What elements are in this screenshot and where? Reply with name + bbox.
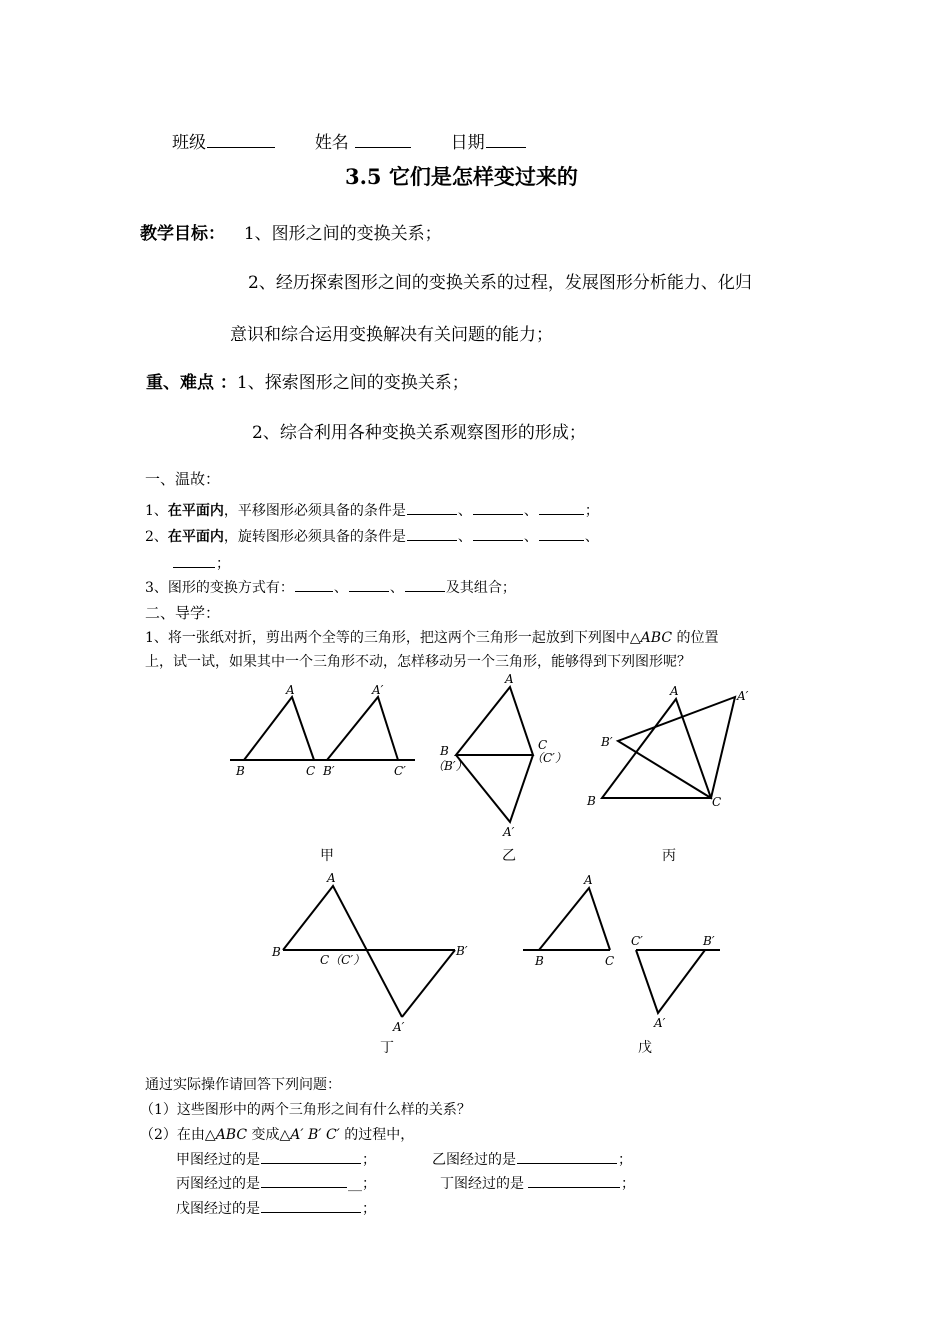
keypoint-1: 1、探索图形之间的变换关系；: [236, 373, 469, 393]
q2-a: （2）在由△: [140, 1127, 216, 1143]
yi-triangle-abc: [456, 687, 533, 755]
label-a1: A′: [503, 825, 515, 839]
label-b1: B′: [456, 944, 468, 958]
ding-triangle-abc-sides: [283, 886, 402, 1017]
answer-wu: [176, 1198, 376, 1218]
label-c-cc: C（C′）: [320, 953, 366, 967]
yi-blank[interactable]: [517, 1162, 617, 1164]
label-a1: A′: [393, 1020, 405, 1034]
figure-jia: [230, 683, 415, 864]
label-a: A: [670, 684, 679, 698]
yi-triangle-a1b1c1: [456, 755, 533, 822]
date-label: 日期: [450, 133, 485, 153]
q1-text: ，平移图形必须具备的条件是: [223, 503, 406, 519]
sep: 、: [584, 529, 599, 545]
sep: 、: [457, 529, 472, 545]
label-a1: A′: [654, 1016, 666, 1030]
keypoints-label: 重、难点 ：: [146, 373, 237, 393]
q2-text: ，旋转图形必须具备的条件是: [223, 529, 406, 545]
semi: ；: [618, 1152, 632, 1168]
label-c-paren: （C′）: [531, 751, 567, 765]
wu-blank[interactable]: [261, 1211, 361, 1213]
wu-triangle-a1b1c1: [636, 950, 705, 1013]
end: ；: [216, 556, 230, 572]
sep: 、: [523, 503, 538, 519]
objectives-label: 教学目标：: [140, 224, 225, 244]
bing-triangle-abc: [602, 699, 711, 798]
semi: ；: [621, 1176, 635, 1192]
figure-ding: [271, 871, 468, 1056]
class-label: 班级: [172, 133, 206, 153]
jia-blank[interactable]: [261, 1162, 361, 1164]
bing-triangle-a1b1c1: [618, 697, 735, 798]
figure-wu: [523, 873, 720, 1056]
label-a1: A′: [372, 683, 384, 697]
objective-1: 1、图形之间的变换关系；: [243, 224, 442, 244]
label-b-paren: （B′）: [432, 759, 468, 773]
wu-triangle-abc: [539, 888, 610, 950]
label-b: B: [535, 954, 544, 968]
jia-triangle-abc: [244, 697, 314, 760]
q1-bold: 在平面内: [167, 503, 224, 519]
caption-ding: 丁: [380, 1040, 394, 1056]
label-c: C: [712, 795, 722, 809]
end: ；: [584, 503, 599, 519]
gap: __: [348, 1176, 362, 1192]
figure-bing: [586, 684, 749, 864]
guide-p1b: 的位置: [672, 630, 719, 646]
label-a: A: [505, 672, 514, 686]
label-c: C: [538, 738, 548, 752]
yi-label: 乙图经过的是: [432, 1152, 516, 1168]
label-b1: B′: [703, 934, 715, 948]
caption-wu: 戊: [638, 1040, 652, 1056]
label-b: B: [587, 794, 596, 808]
label-c1: C′: [394, 764, 406, 778]
q2-a1b1c1: A′ B′ C′: [290, 1127, 340, 1143]
label-a: A: [584, 873, 593, 887]
q3-text: 3、图形的变换方式有：: [145, 580, 294, 596]
figure-yi: [432, 672, 567, 864]
answer-bing: [176, 1173, 376, 1193]
semi: ；: [362, 1201, 376, 1217]
label-b1: B′: [323, 764, 335, 778]
question-2: [140, 1124, 414, 1144]
question-1: （1）这些图形中的两个三角形之间有什么样的关系？: [140, 1102, 471, 1118]
guide-heading: 二、导学：: [145, 604, 221, 622]
label-b: B: [272, 945, 281, 959]
jia-triangle-a1b1c1: [327, 697, 398, 760]
guide-p1a: 1、将一张纸对折，剪出两个全等的三角形，把这两个三角形一起放到下列图中△: [145, 630, 641, 646]
page-title: 3.5 它们是怎样变过来的: [345, 164, 578, 189]
questions-intro: 通过实际操作请回答下列问题：: [145, 1077, 341, 1093]
answer-yi: [432, 1149, 632, 1169]
q1-number: 1、: [145, 503, 168, 519]
label-a: A: [327, 871, 336, 885]
q2-number: 2、: [145, 529, 168, 545]
q2-abc: ABC: [215, 1127, 248, 1143]
sep: 、: [523, 529, 538, 545]
sep: 、: [389, 580, 404, 596]
jia-label: 甲图经过的是: [176, 1152, 260, 1168]
objective-2a: 2、经历探索图形之间的变换关系的过程，发展图形分析能力、化归: [248, 273, 752, 293]
label-c: C: [306, 764, 316, 778]
label-c: C: [605, 954, 615, 968]
guide-p1-line2: 上，试一试，如果其中一个三角形不动，怎样移动另一个三角形，能够得到下列图形呢？: [145, 654, 691, 670]
caption-yi: 乙: [502, 848, 516, 864]
caption-jia: 甲: [320, 848, 334, 864]
objective-2b: 意识和综合运用变换解决有关问题的能力；: [230, 325, 553, 345]
wu-label: 戊图经过的是: [176, 1201, 260, 1217]
name-label: 姓名: [314, 133, 349, 153]
label-b1: B′: [601, 735, 613, 749]
q2-c: 的过程中，: [339, 1127, 415, 1143]
q2-bold: 在平面内: [167, 529, 224, 545]
label-c1: C′: [631, 934, 643, 948]
label-b: B: [440, 744, 449, 758]
caption-bing: 丙: [662, 848, 676, 864]
q2-b: 变成△: [247, 1127, 291, 1143]
semi: ；: [362, 1176, 376, 1192]
label-b: B: [236, 764, 245, 778]
review-heading: 一、温故：: [145, 470, 221, 488]
label-a: A: [286, 683, 295, 697]
sep: 、: [457, 503, 472, 519]
keypoint-2: 2、综合利用各种变换关系观察图形的形成；: [252, 423, 586, 443]
bing-label: 丙图经过的是: [176, 1176, 260, 1192]
label-a1: A′: [737, 689, 749, 703]
guide-abc: ABC: [640, 630, 673, 646]
ding-a1b1: [402, 950, 455, 1017]
ding-label: 丁图经过的是: [440, 1176, 524, 1192]
ding-blank[interactable]: [528, 1186, 620, 1188]
q3-end: 及其组合；: [445, 580, 516, 596]
answer-ding: [440, 1173, 635, 1193]
answer-jia: [176, 1149, 376, 1169]
sep: 、: [333, 580, 348, 596]
bing-blank[interactable]: [261, 1186, 347, 1188]
semi: ；: [362, 1152, 376, 1168]
